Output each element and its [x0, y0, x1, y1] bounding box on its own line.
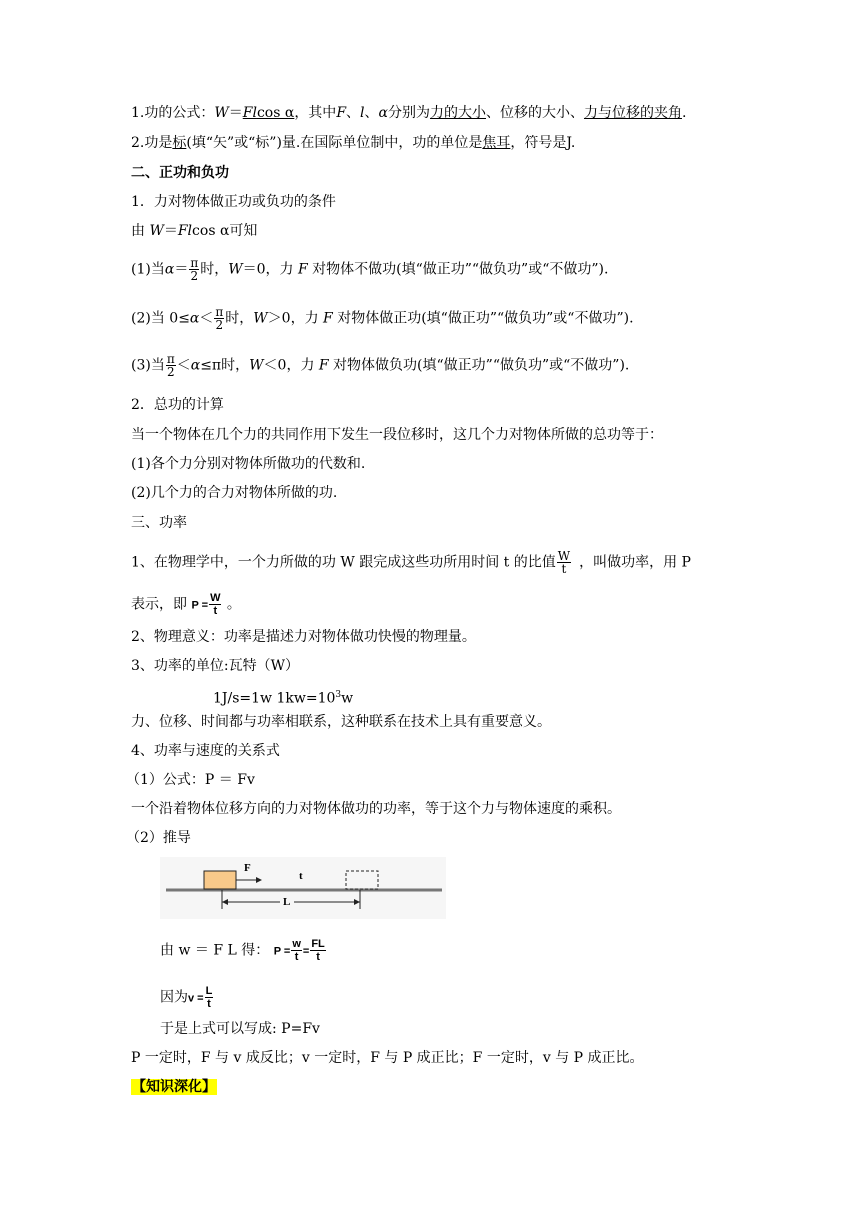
- text-line: 力、位移、时间都与功率相联系，这种联系在技术上具有重要意义。: [131, 714, 551, 730]
- num: W: [210, 592, 221, 604]
- time-label: t: [299, 870, 303, 882]
- den: t: [294, 951, 299, 963]
- num: π: [215, 305, 224, 319]
- t: (填“矢”或“标”)量.在国际单位制中，功的单位是: [186, 135, 483, 151]
- t: 、位移的大小、: [485, 105, 584, 121]
- t: (3)当: [131, 357, 165, 374]
- answer-blank: Fl: [242, 105, 257, 121]
- fraction: [310, 938, 325, 963]
- t: W: [249, 357, 264, 374]
- t: F: [297, 261, 308, 278]
- t: 表示，即: [131, 596, 187, 613]
- t: 1J/s=1w 1kw=10: [213, 690, 336, 707]
- t: ＝: [228, 105, 243, 121]
- t: ＝0，力: [242, 261, 298, 278]
- force-label: F: [244, 862, 251, 874]
- work-scalar-line: [131, 134, 575, 152]
- condition-1: [131, 257, 608, 282]
- power-definition: [131, 550, 691, 575]
- t: α: [190, 357, 201, 374]
- den: 2: [215, 318, 224, 332]
- text-line: 2、物理意义：功率是描述力对物体做功快慢的物理量。: [131, 629, 476, 645]
- answer-blank: 标: [172, 135, 187, 151]
- t: 。: [226, 596, 241, 613]
- derivation-line-2: [160, 985, 214, 1010]
- t: ＜0，力: [263, 357, 319, 374]
- answer-blank: cos α: [256, 105, 295, 121]
- t: 由: [131, 223, 150, 239]
- text-line: (1)各个力分别对物体所做功的代数和.: [131, 456, 366, 472]
- formula-lhs: P =: [191, 599, 209, 612]
- subheading: 2．总功的计算: [131, 397, 224, 413]
- text-line: (2)几个力的合力对物体所做的功.: [131, 485, 338, 501]
- displacement-diagram: [160, 857, 446, 919]
- text-line: （2）推导: [126, 830, 191, 846]
- t: ，其中: [294, 105, 337, 121]
- t: W: [214, 105, 229, 121]
- knowledge-deepening-label: [131, 1078, 217, 1096]
- t: 对物体做负功(填“做正功”“做负功”或“不做功”).: [328, 357, 630, 374]
- t: 时，: [200, 261, 229, 278]
- condition-2: [131, 306, 634, 331]
- text-line: 一个沿着物体位移方向的力对物体做功的功率，等于这个力与物体速度的乘积。: [131, 801, 621, 817]
- text-line: （1）公式：P ＝ Fv: [126, 772, 255, 788]
- num: FL: [311, 938, 325, 950]
- equals: =: [302, 945, 310, 958]
- answer-blank: 焦耳: [482, 135, 511, 151]
- t: .: [681, 105, 687, 121]
- t: Fl: [177, 223, 193, 239]
- power-formula-line: [131, 592, 241, 617]
- t: 由 w ＝ F L 得：: [160, 942, 270, 959]
- text-line: 当一个物体在几个力的共同作用下发生一段位移时，这几个力对物体所做的总功等于：: [131, 427, 663, 443]
- num: w: [292, 938, 301, 950]
- num: π: [190, 256, 199, 270]
- den: t: [561, 562, 567, 576]
- t: F: [323, 310, 333, 327]
- fraction: [205, 985, 214, 1010]
- t: 、: [346, 105, 361, 121]
- t: 1.功的公式：: [131, 105, 215, 121]
- answer-blank: 力的大小: [429, 105, 486, 121]
- t: (1)当: [131, 261, 165, 278]
- den: 2: [190, 269, 199, 283]
- t: 对物体不做功(填“做正功”“做负功”或“不做功”).: [307, 261, 609, 278]
- formula-lhs: v =: [188, 992, 204, 1005]
- derivation-line-3: 于是上式可以写成: P=Fv: [160, 1021, 320, 1037]
- t: cos α: [192, 223, 230, 239]
- t: ＝: [163, 223, 178, 239]
- t: ＜: [176, 357, 191, 374]
- text-line: 3、功率的单位:瓦特（W）: [131, 658, 300, 674]
- den: t: [213, 605, 218, 617]
- distance-label: L: [283, 896, 291, 908]
- formula-lhs: P =: [273, 945, 291, 958]
- t: W: [253, 310, 268, 327]
- section-heading: 三、功率: [131, 515, 187, 531]
- block-start: [204, 871, 236, 889]
- figure-background: [160, 857, 446, 919]
- unit-conversion: [213, 686, 353, 708]
- t: α: [189, 310, 200, 327]
- fraction: [214, 306, 224, 331]
- t: 、: [364, 105, 379, 121]
- t: 分别为: [387, 105, 430, 121]
- text-line: [131, 222, 257, 240]
- t: ≤π时，: [200, 357, 250, 374]
- t: w: [341, 690, 354, 707]
- den: t: [316, 951, 320, 963]
- highlighted-heading: 【知识深化】: [132, 1079, 216, 1095]
- fraction: [291, 938, 302, 963]
- t: 对物体做正功(填“做正功”“做负功”或“不做功”).: [332, 310, 634, 327]
- condition-3: [131, 353, 629, 378]
- fraction: [209, 592, 221, 617]
- t: ＜: [199, 310, 214, 327]
- fraction: [166, 353, 176, 378]
- t: ＞0，力: [267, 310, 324, 327]
- num: L: [205, 985, 213, 997]
- t: F: [336, 105, 347, 121]
- t: W: [149, 223, 164, 239]
- subheading: 1．力对物体做正功或负功的条件: [131, 194, 336, 210]
- answer-blank: J: [566, 135, 571, 151]
- fraction: [557, 550, 571, 575]
- t: ，叫做功率，用 P: [579, 554, 691, 571]
- t: 时，: [225, 310, 254, 327]
- t: 1、在物理学中，一个力所做的功 W 跟完成这些功所用时间 t 的比值: [131, 554, 556, 571]
- fraction: [189, 257, 199, 282]
- t: ＝: [174, 261, 189, 278]
- work-formula-line: [131, 104, 686, 122]
- den: t: [207, 998, 211, 1010]
- section-heading: 二、正功和负功: [131, 165, 229, 181]
- answer-blank: 力与位移的夹角: [583, 105, 682, 121]
- t: 2.功是: [131, 135, 173, 151]
- t: l: [360, 105, 365, 121]
- t: W: [228, 261, 243, 278]
- derivation-line-1: [160, 938, 327, 963]
- proportion-line: P 一定时，F 与 v 成反比；v 一定时，F 与 P 成正比；F 一定时，v 与 P 成正比。: [131, 1050, 644, 1066]
- t: 因为: [160, 989, 188, 1006]
- num: π: [166, 352, 175, 366]
- t: 可知: [229, 223, 258, 239]
- t: α: [164, 261, 175, 278]
- den: 2: [166, 365, 175, 379]
- exponent: 3: [335, 690, 342, 700]
- t: (2)当 0≤: [131, 310, 190, 327]
- text-line: 4、功率与速度的关系式: [131, 743, 280, 759]
- t: F: [318, 357, 329, 374]
- t: .: [570, 135, 576, 151]
- num: W: [557, 549, 571, 563]
- t: ，符号是: [510, 135, 567, 151]
- t: α: [378, 105, 388, 121]
